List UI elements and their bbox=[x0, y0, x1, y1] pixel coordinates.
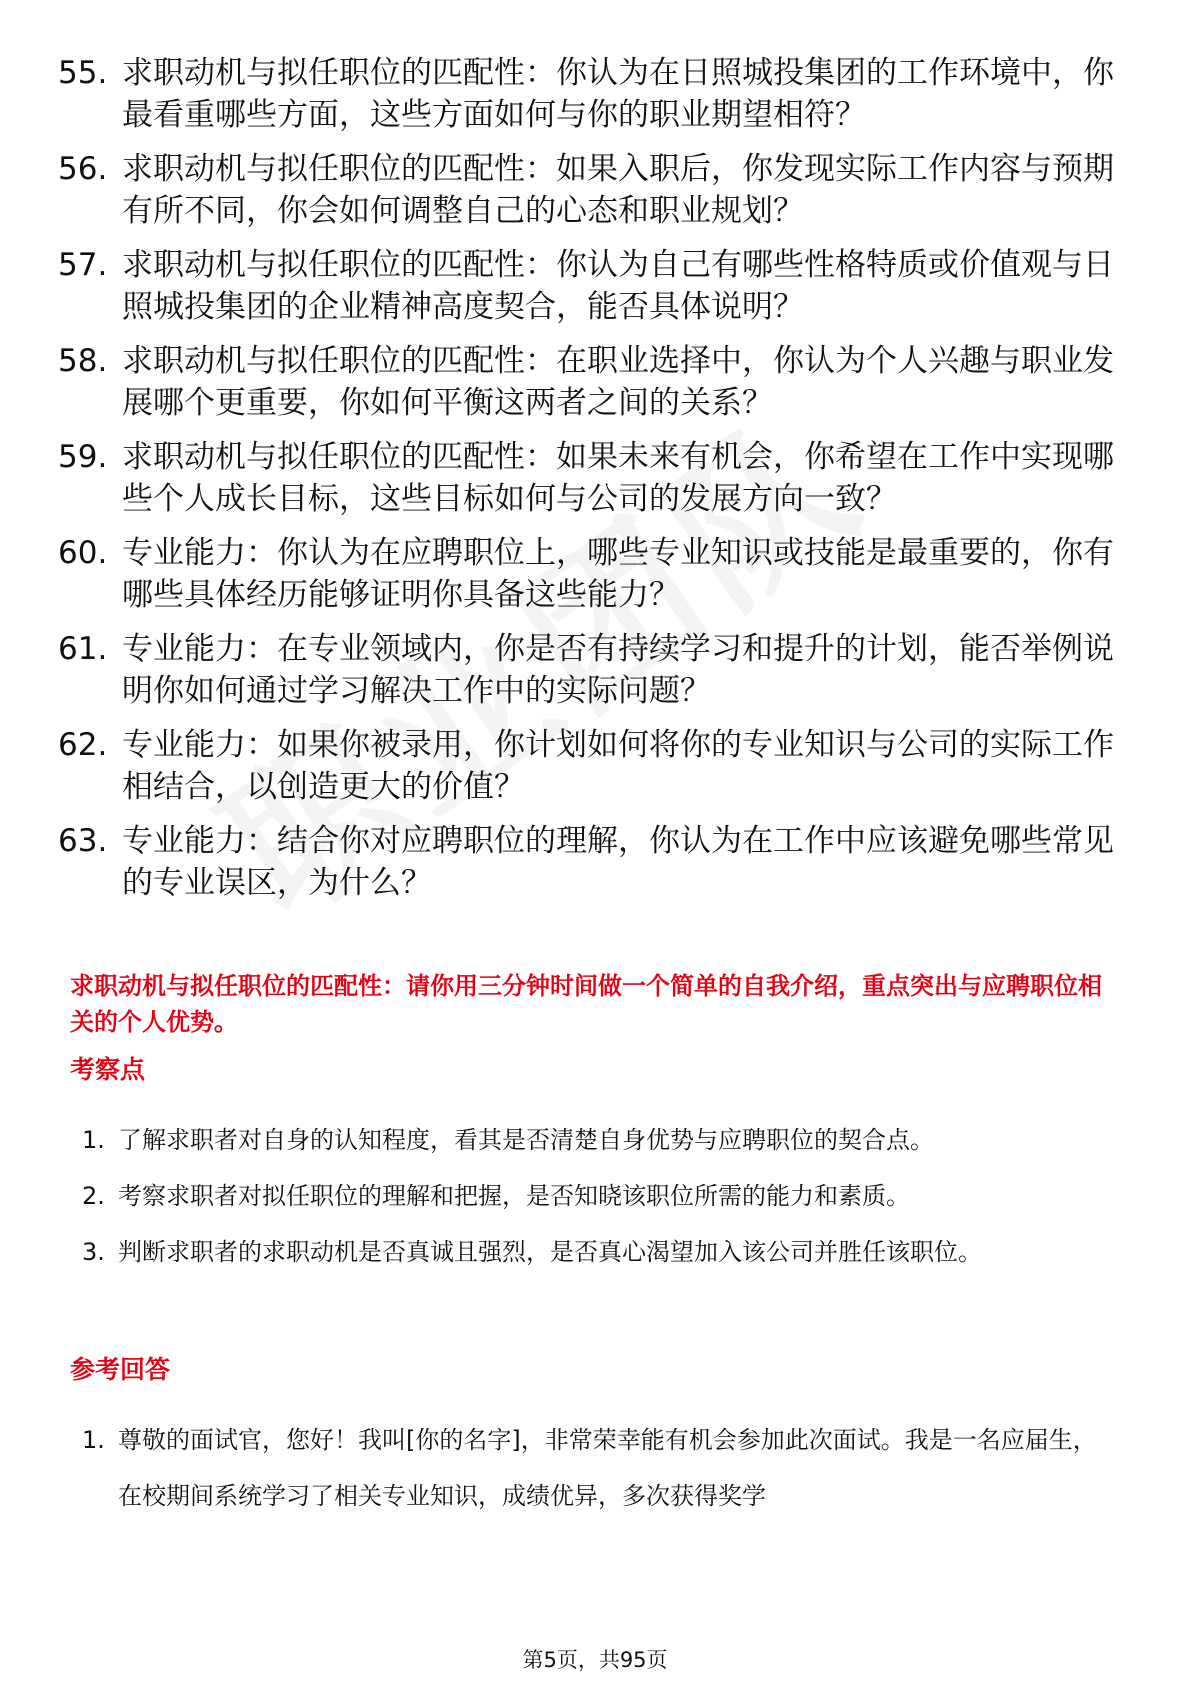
reference-list bbox=[70, 1412, 1120, 1524]
assessment-number: 1. bbox=[82, 1126, 105, 1154]
question-text: 求职动机与拟任职位的匹配性：如果未来有机会，你希望在工作中实现哪些个人成长目标，这些目标如何与公司的发展方向一致？ bbox=[122, 439, 1114, 517]
question-text: 专业能力：如果你被录用，你计划如何将你的专业知识与公司的实际工作相结合，以创造更大的价值？ bbox=[122, 727, 1114, 805]
question-number: 57. bbox=[58, 247, 108, 283]
reference-number: 1. bbox=[82, 1426, 105, 1454]
question-item bbox=[58, 628, 1138, 712]
question-number: 62. bbox=[58, 727, 108, 763]
highlight-question: 求职动机与拟任职位的匹配性：请你用三分钟时间做一个简单的自我介绍，重点突出与应聘职位相关的个人优势。 bbox=[70, 972, 1102, 1036]
question-number: 61. bbox=[58, 631, 108, 667]
question-number: 56. bbox=[58, 151, 108, 187]
question-text: 求职动机与拟任职位的匹配性：你认为在日照城投集团的工作环境中，你最看重哪些方面，这些方面如何与你的职业期望相符？ bbox=[122, 55, 1114, 133]
question-number: 60. bbox=[58, 535, 108, 571]
question-text: 专业能力：结合你对应聘职位的理解，你认为在工作中应该避免哪些常见的专业误区，为什么？ bbox=[122, 823, 1114, 901]
question-item bbox=[58, 532, 1138, 616]
question-text: 专业能力：你认为在应聘职位上，哪些专业知识或技能是最重要的，你有哪些具体经历能够证明你具备这些能力？ bbox=[122, 535, 1114, 613]
reference-heading: 参考回答 bbox=[70, 1355, 171, 1384]
page-number: 第5页，共95页 bbox=[522, 1648, 668, 1672]
assessment-list bbox=[70, 1112, 1120, 1280]
question-text: 求职动机与拟任职位的匹配性：你认为自己有哪些性格特质或价值观与日照城投集团的企业精神高度契合，能否具体说明？ bbox=[122, 247, 1114, 325]
assessment-item bbox=[70, 1168, 1120, 1224]
assessment-text: 考察求职者对拟任职位的理解和把握，是否知晓该职位所需的能力和素质。 bbox=[118, 1182, 910, 1210]
question-item bbox=[58, 52, 1138, 136]
question-number: 58. bbox=[58, 343, 108, 379]
assessment-text: 判断求职者的求职动机是否真诚且强烈，是否真心渴望加入该公司并胜任该职位。 bbox=[118, 1238, 982, 1266]
assessment-text: 了解求职者对自身的认知程度，看其是否清楚自身优势与应聘职位的契合点。 bbox=[118, 1126, 934, 1154]
question-item bbox=[58, 724, 1138, 808]
question-item bbox=[58, 820, 1138, 904]
assessment-number: 3. bbox=[82, 1238, 105, 1266]
assessment-item bbox=[70, 1224, 1120, 1280]
reference-item bbox=[70, 1412, 1120, 1524]
question-number: 55. bbox=[58, 55, 108, 91]
question-number: 63. bbox=[58, 823, 108, 859]
assessment-number: 2. bbox=[82, 1182, 105, 1210]
question-text: 求职动机与拟任职位的匹配性：在职业选择中，你认为个人兴趣与职业发展哪个更重要，你如何平衡这两者之间的关系？ bbox=[122, 343, 1114, 421]
question-number: 59. bbox=[58, 439, 108, 475]
question-item bbox=[58, 148, 1138, 232]
question-item bbox=[58, 244, 1138, 328]
assessment-item bbox=[70, 1112, 1120, 1168]
question-item bbox=[58, 340, 1138, 424]
assessment-heading: 考察点 bbox=[70, 1055, 146, 1084]
question-list bbox=[58, 52, 1138, 916]
reference-text: 尊敬的面试官，您好！我叫[你的名字]，非常荣幸能有机会参加此次面试。我是一名应届生，在校期间系统学习了相关专业知识，成绩优异，多次获得奖学 bbox=[118, 1426, 1097, 1510]
question-text: 专业能力：在专业领域内，你是否有持续学习和提升的计划，能否举例说明你如何通过学习解决工作中的实际问题？ bbox=[122, 631, 1114, 709]
question-item bbox=[58, 436, 1138, 520]
question-text: 求职动机与拟任职位的匹配性：如果入职后，你发现实际工作内容与预期有所不同，你会如何调整自己的心态和职业规划？ bbox=[122, 151, 1114, 229]
